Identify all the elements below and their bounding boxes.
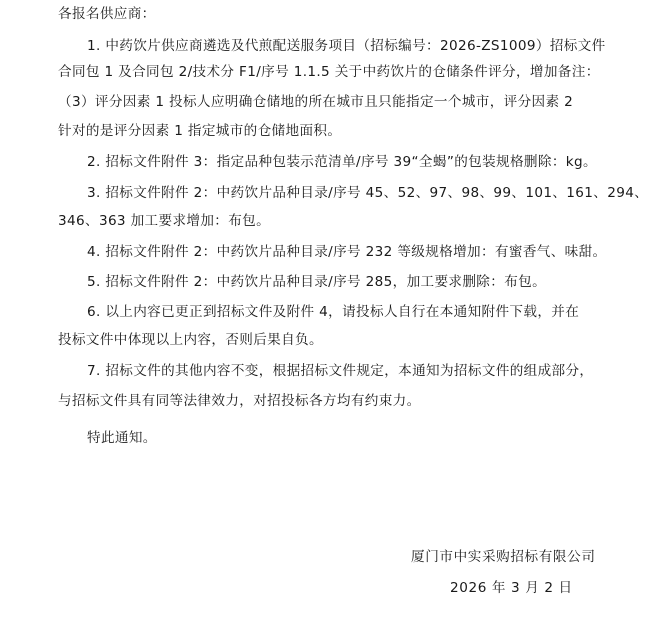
item-4: 4. 招标文件附件 2：中药饮片品种目录/序号 232 等级规格增加：有蜜香气、味甜。: [87, 244, 607, 260]
item-1-line-2: 合同包 1 及合同包 2/技术分 F1/序号 1.1.5 关于中药饮片的仓储条件评分，增加备注：: [58, 64, 600, 80]
item-6-line-1: 6. 以上内容已更正到招标文件及附件 4，请投标人自行在本通知附件下载，并在: [87, 304, 580, 320]
item-1-line-1: 1. 中药饮片供应商遴选及代煎配送服务项目（招标编号：2026-ZS1009）招标文件: [87, 38, 606, 54]
item-1-line-4: 针对的是评分因素 1 指定城市的仓储地面积。: [58, 123, 342, 139]
notice-date: 2026 年 3 月 2 日: [450, 580, 573, 596]
item-7-line-1: 7. 招标文件的其他内容不变，根据招标文件规定，本通知为招标文件的组成部分，: [87, 363, 594, 379]
item-1-line-3: （3）评分因素 1 投标人应明确仓储地的所在城市且只能指定一个城市，评分因素 2: [58, 94, 574, 110]
item-3-line-1: 3. 招标文件附件 2：中药饮片品种目录/序号 45、52、97、98、99、101、161、294、: [87, 185, 649, 201]
item-6-line-2: 投标文件中体现以上内容，否则后果自负。: [58, 332, 323, 348]
item-2: 2. 招标文件附件 3：指定品种包装示范清单/序号 39“全蝎”的包装规格删除：kg。: [87, 154, 597, 170]
company-name: 厦门市中实采购招标有限公司: [411, 549, 596, 565]
item-5: 5. 招标文件附件 2：中药饮片品种目录/序号 285，加工要求删除：布包。: [87, 274, 547, 290]
item-7-line-2: 与招标文件具有同等法律效力，对招投标各方均有约束力。: [58, 393, 421, 409]
salutation: 各报名供应商：: [58, 6, 156, 22]
closing-text: 特此通知。: [87, 430, 157, 446]
item-3-line-2: 346、363 加工要求增加：布包。: [58, 213, 271, 229]
